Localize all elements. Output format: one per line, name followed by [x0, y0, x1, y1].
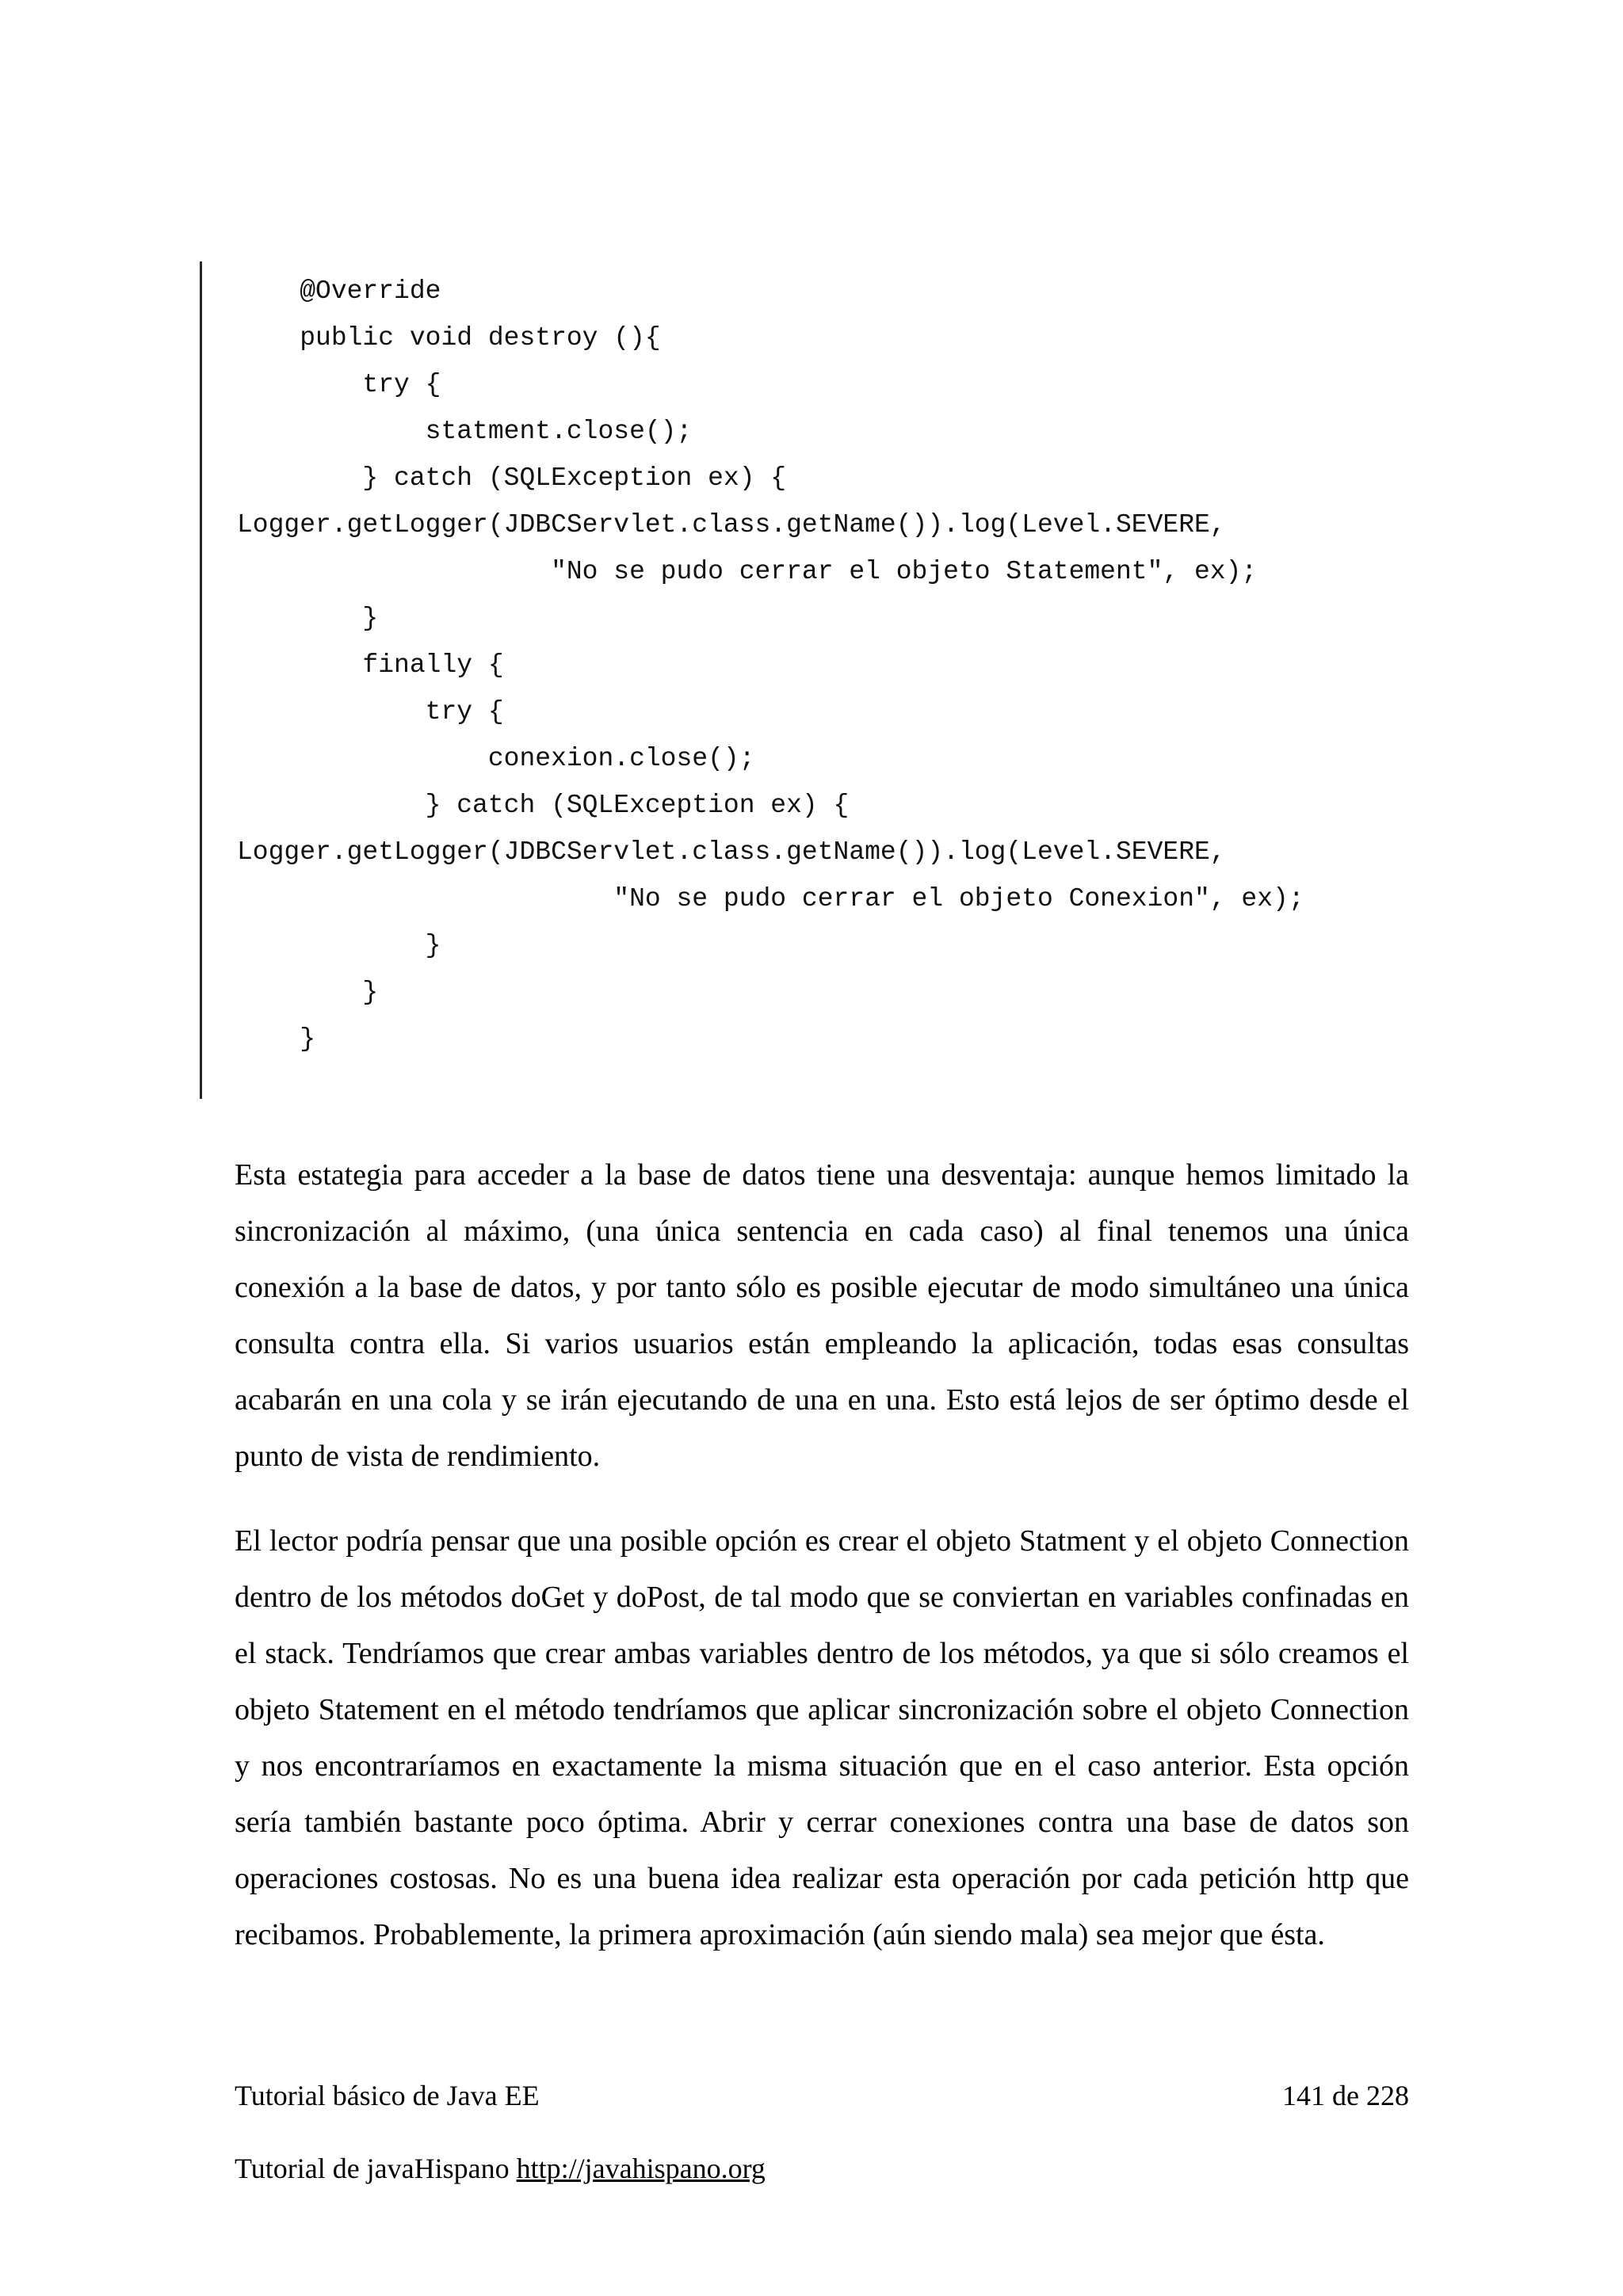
footer-page-indicator: 141 de 228: [1282, 2080, 1409, 2111]
footer-row-2: [235, 2150, 1409, 2187]
code-line: statment.close();: [237, 417, 693, 446]
code-line: "No se pudo cerrar el objeto Statement", ex);: [237, 557, 1258, 586]
code-line: }: [237, 604, 379, 633]
code-line: public void destroy (){: [237, 323, 661, 353]
page-footer: [235, 2077, 1409, 2187]
footer-row-1: [235, 2077, 1409, 2114]
footer-link[interactable]: http://javahispano.org: [516, 2153, 766, 2184]
paragraph-1: Esta estategia para acceder a la base de datos tiene una desventaja: aunque hemos limitado la sincronización al máximo, (una única sentencia en cada caso) al final tenemos una única conexión a la base de datos, y por tanto sólo es posible ejecutar de modo simultáneo una única consulta contra ella. Si varios usuarios están empleando la aplicación, todas esas consultas acabarán en una cola y se irán ejecutando de una en una. Esto está lejos de ser óptimo desde el punto de vista de rendimiento.: [235, 1158, 1409, 1473]
code-line: Logger.getLogger(JDBCServlet.class.getName()).log(Level.SEVERE,: [237, 837, 1226, 867]
code-line: } catch (SQLException ex) {: [237, 791, 850, 820]
code-line: }: [237, 1024, 316, 1054]
code-line: }: [237, 978, 379, 1007]
code-line: } catch (SQLException ex) {: [237, 463, 787, 493]
code-line: conexion.close();: [237, 744, 755, 773]
paragraph-2: El lector podría pensar que una posible opción es crear el objeto Statment y el objeto Connection dentro de los métodos doGet y doPost, de tal modo que se conviertan en variables confinadas en el stack. Tendríamos que crear ambas variables dentro de los métodos, ya que si sólo creamos el objeto Statement en el método tendríamos que aplicar sincronización sobre el objeto Connection y nos encontraríamos en exactamente la misma situación que en el caso anterior. Esta opción sería también bastante poco óptima. Abrir y cerrar conexiones contra una base de datos son operaciones costosas. No es una buena idea realizar esta operación por cada petición http que recibamos. Probablemente, la primera aproximación (aún siendo mala) sea mejor que ésta.: [235, 1524, 1409, 1951]
body-text: [235, 1147, 1409, 1992]
code-line: finally {: [237, 650, 504, 680]
code-line: }: [237, 931, 441, 960]
code-line: try {: [237, 697, 504, 727]
footer-doc-title: Tutorial básico de Java EE: [235, 2080, 540, 2111]
code-line: "No se pudo cerrar el objeto Conexion", ex);: [237, 884, 1304, 913]
footer-credit: Tutorial de javaHispano: [235, 2153, 510, 2184]
code-line: try {: [237, 370, 441, 399]
code-line: Logger.getLogger(JDBCServlet.class.getName()).log(Level.SEVERE,: [237, 510, 1226, 540]
code-line: @Override: [237, 277, 441, 306]
code-block: [200, 261, 1304, 1099]
